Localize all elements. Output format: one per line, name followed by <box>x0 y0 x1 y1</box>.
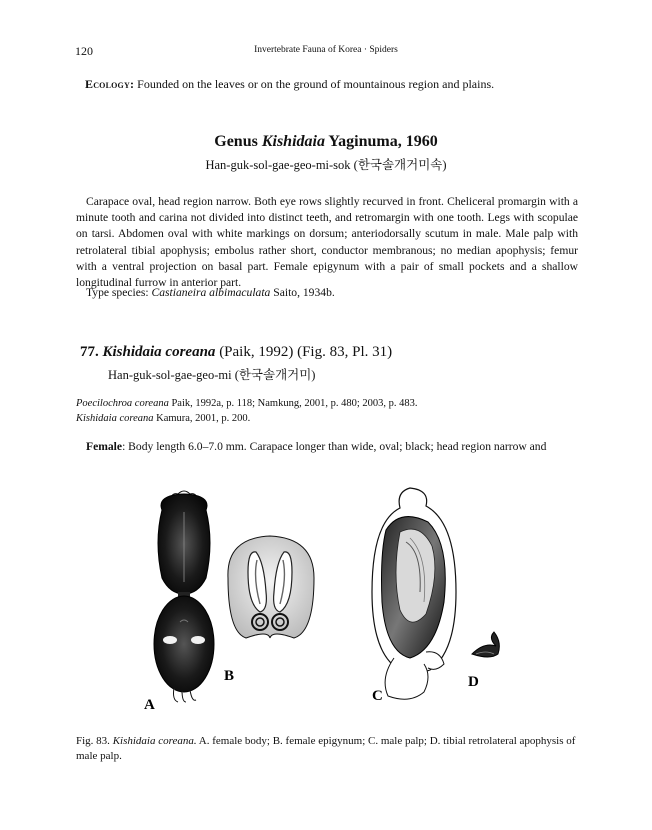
figure-label-d: D <box>468 674 479 690</box>
genus-author: Yaginuma, 1960 <box>324 133 438 150</box>
caption-prefix: Fig. 83. <box>76 735 113 747</box>
caption-species: Kishidaia coreana. <box>112 735 197 747</box>
synonym-entry <box>76 397 418 412</box>
genus-korean-name: Han-guk-sol-gae-geo-mi-sok (한국솔개거미속) <box>205 158 447 172</box>
species-rest: (Paik, 1992) (Fig. 83, Pl. 31) <box>215 344 393 360</box>
ecology-text: Founded on the leaves or on the ground of mountainous region and plains. <box>134 77 495 91</box>
page-number: 120 <box>75 44 93 58</box>
caption-text: A. female body; B. female epigynum; C. male palp; D. tibial retrolateral apophysis of male palp. <box>76 735 576 762</box>
species-korean-name: Han-guk-sol-gae-geo-mi (한국솔개거미) <box>108 368 316 382</box>
species-name: Kishidaia coreana <box>102 344 216 360</box>
synonym-name: Poecilochroa coreana <box>76 398 169 409</box>
synonym-ref: Kamura, 2001, p. 200. <box>153 412 251 424</box>
synonym-entry <box>76 412 418 427</box>
figure-label-c: C <box>372 688 383 704</box>
figure-label-b: B <box>224 668 235 684</box>
ecology-paragraph <box>85 77 494 92</box>
species-heading <box>80 344 392 361</box>
synonym-ref: Paik, 1992a, p. 118; Namkung, 2001, p. 480; 2003, p. 483. <box>168 398 418 409</box>
synonym-name: Kishidaia coreana <box>76 412 154 424</box>
genus-heading <box>0 133 652 151</box>
genus-prefix: Genus <box>214 133 262 150</box>
figure-label-a: A <box>144 697 155 713</box>
female-label: Female <box>86 440 123 453</box>
figure-83 <box>110 482 560 722</box>
type-species <box>86 286 335 299</box>
figure-b-epigynum <box>228 536 314 638</box>
female-description <box>86 440 546 453</box>
synonym-list <box>76 397 418 426</box>
type-species-author: Saito, 1934b. <box>270 286 335 299</box>
figure-d-tibial-apophysis <box>472 632 499 657</box>
type-species-label: Type species: <box>86 286 152 299</box>
genus-description: Carapace oval, head region narrow. Both eye rows slightly recurved in front. Cheliceral promargin with a minute tooth and carina not divided into distinct teeth, and retromargin with one tooth. Legs with scopulae on tarsi. Abdomen oval with white markings on dorsum; anteriodorsally scutum in male. Male palp with retrolateral tibial apophysis; embolus rather short, conductor membranous; no median apophysis; femur with a ventral projection on basal part. Female epigynum with a pair of small pockets and a shallow longitudinal furrow in anterior part. <box>76 195 578 290</box>
type-species-name: Castianeira albimaculata <box>151 286 271 299</box>
species-number: 77. <box>80 344 103 360</box>
ecology-label: Ecology: <box>85 77 135 91</box>
figure-c-male-palp <box>372 488 456 699</box>
figure-caption <box>76 734 578 764</box>
genus-name: Kishidaia <box>261 133 325 150</box>
running-title: Invertebrate Fauna of Korea · Spiders <box>254 45 398 55</box>
figure-a-female-body <box>154 491 214 702</box>
female-text: : Body length 6.0–7.0 mm. Carapace longer than wide, oval; black; head region narrow and <box>122 440 547 453</box>
